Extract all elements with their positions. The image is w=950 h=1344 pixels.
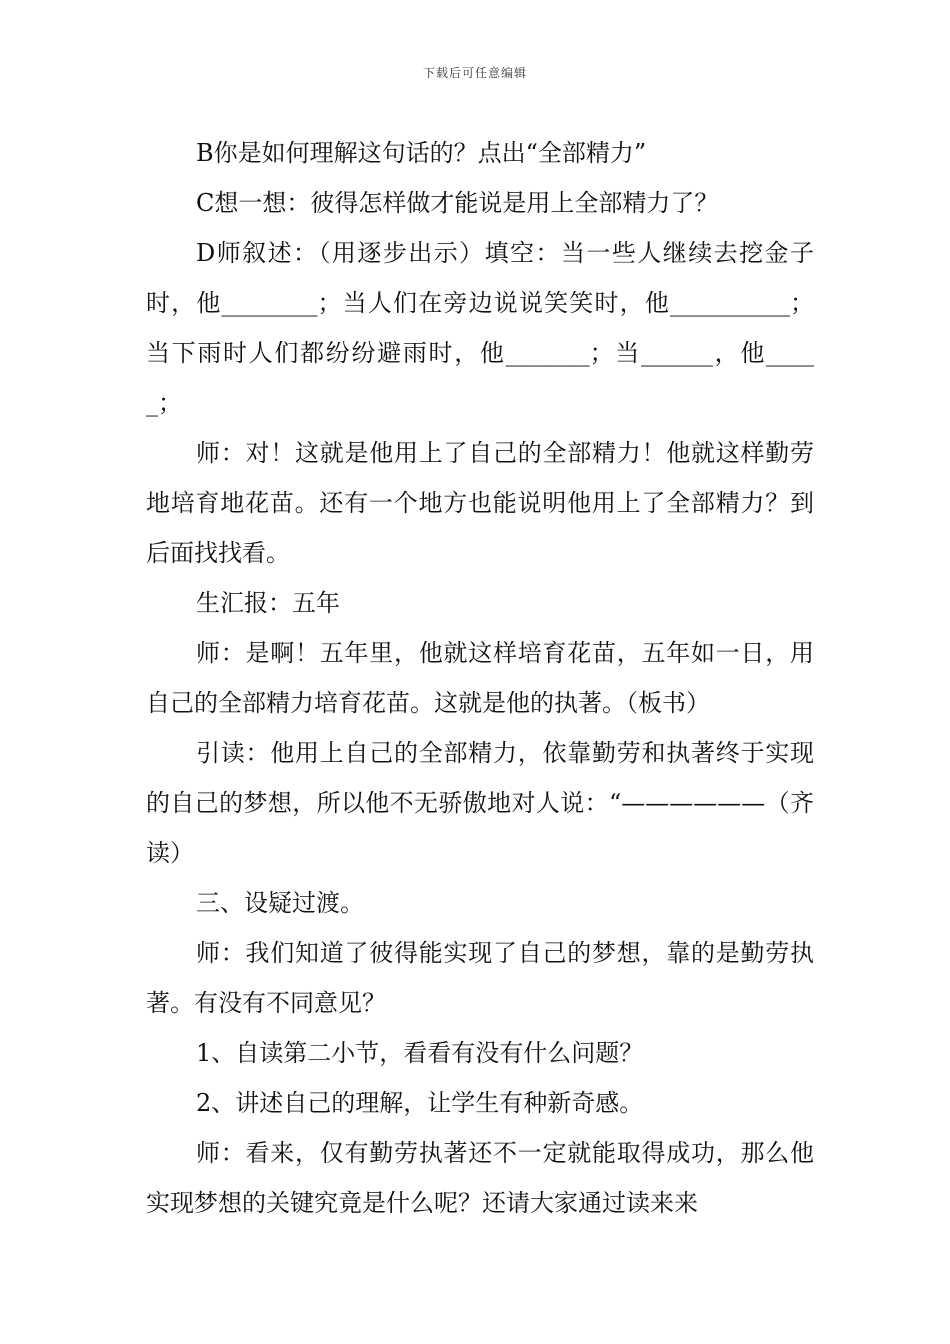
paragraph-teacher-question: 师：我们知道了彼得能实现了自己的梦想，靠的是勤劳执著。有没有不同意见？	[146, 939, 814, 1017]
header-note: 下载后可任意编辑	[422, 66, 527, 80]
paragraph-teacher-remark: 师：对！这就是他用上了自己的全部精力！他就这样勤劳地培育地花苗。还有一个地方也能说明他用上了全部精力？到后面找找看。	[146, 439, 814, 567]
paragraph-question-c: C想一想：彼得怎样做才能说是用上全部精力了？	[196, 189, 719, 217]
paragraph-teacher-five-years: 师：是啊！五年里，他就这样培育花苗，五年如一日，用自己的全部精力培育花苗。这就是他的执著。（板书）	[146, 639, 814, 717]
list-item-1: 1、自读第二小节，看看有没有什么问题？	[196, 1039, 644, 1067]
document-body	[146, 128, 814, 1228]
paragraph-guided-reading: 引读：他用上自己的全部精力，依靠勤劳和执著终于实现的自己的梦想，所以他不无骄傲地对人说：“——————（齐读）	[146, 739, 814, 867]
paragraph-student-report: 生汇报：五年	[196, 589, 340, 617]
paragraph-fill-in-blank: D师叙述：（用逐步出示）填空：当一些人继续去挖金子时，他________；当人们在旁边说说笑笑时，他__________；当下雨时人们都纷纷避雨时，他_______；当______，他_____；	[146, 239, 814, 417]
paragraph-teacher-conclusion: 师：看来，仅有勤劳执著还不一定就能取得成功，那么他实现梦想的关键究竟是什么呢？还请大家通过读来来	[146, 1139, 814, 1217]
list-item-2: 2、讲述自己的理解，让学生有种新奇感。	[196, 1089, 644, 1117]
paragraph-question-b: B你是如何理解这句话的？点出“全部精力”	[196, 139, 647, 167]
section-heading-transition: 三、设疑过渡。	[196, 889, 364, 917]
